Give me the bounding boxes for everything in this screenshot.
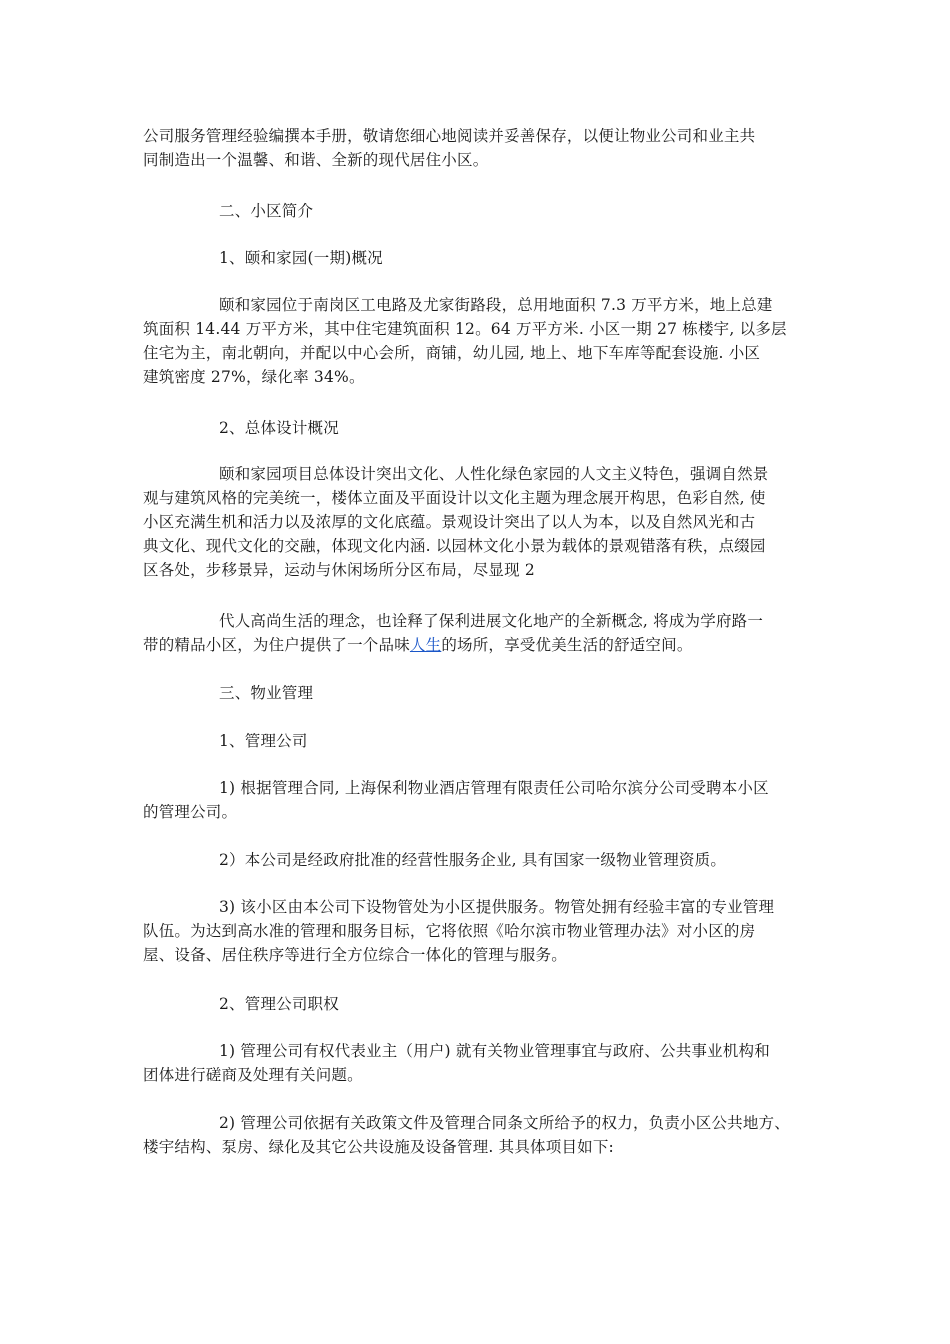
text-line: 典文化、现代文化的交融，体现文化内涵. 以园林文化小景为载体的景观错落有秩，点缀园 <box>143 537 766 555</box>
text-line: 区各处，步移景异，运动与休闲场所分区布局，尽显现 2 <box>143 561 535 579</box>
list-item <box>143 776 823 824</box>
text-segment: 的场所，享受优美生活的舒适空间。 <box>441 636 693 654</box>
text-line: 筑面积 14.44 万平方米，其中住宅建筑面积 12。64 万平方米. 小区一期 27 栋楼宇, 以多层 <box>143 320 787 338</box>
heading-text: 2、管理公司职权 <box>219 995 339 1013</box>
text-line: 1) 根据管理合同, 上海保利物业酒店管理有限责任公司哈尔滨分公司受聘本小区 <box>219 779 769 797</box>
text-line: 观与建筑风格的完美统一，楼体立面及平面设计以文化主题为理念展开构思，色彩自然, 使 <box>143 489 766 507</box>
text-line: 公司服务管理经验编撰本手册，敬请您细心地阅读并妥善保存，以便让物业公司和业主共 <box>143 127 756 145</box>
text-line <box>143 633 823 657</box>
life-link[interactable]: 人生 <box>409 636 442 654</box>
heading-text: 2、总体设计概况 <box>219 419 339 437</box>
overview-paragraph <box>143 293 823 389</box>
text-line: 代人高尚生活的理念，也诠释了保利进展文化地产的全新概念, 将成为学府路一 <box>219 612 764 630</box>
heading-text: 二、小区简介 <box>219 202 314 220</box>
text-line: 颐和家园位于南岗区工电路及尤家街路段，总用地面积 7.3 万平方米，地上总建 <box>219 296 773 314</box>
text-line: 2) 管理公司依据有关政策文件及管理合同条文所给予的权力，负责小区公共地方、 <box>219 1114 790 1132</box>
text-line: 的管理公司。 <box>143 803 238 821</box>
text-line: 2）本公司是经政府批准的经营性服务企业, 具有国家一级物业管理资质。 <box>219 851 727 869</box>
heading-text: 1、管理公司 <box>219 732 308 750</box>
text-segment: 带的精品小区，为住户提供了一个品味 <box>143 636 410 654</box>
heading-text: 三、物业管理 <box>219 684 314 702</box>
text-line: 楼宇结构、泵房、绿化及其它公共设施及设备管理. 其具体项目如下: <box>143 1138 614 1156</box>
list-item <box>143 1111 823 1159</box>
subsection-heading <box>219 992 899 1016</box>
list-item <box>143 895 823 967</box>
text-line: 小区充满生机和活力以及浓厚的文化底蕴。景观设计突出了以人为本，以及自然风光和古 <box>143 513 756 531</box>
design-paragraph <box>143 462 823 582</box>
text-line: 同制造出一个温馨、和谐、全新的现代居住小区。 <box>143 151 489 169</box>
list-item <box>143 1039 823 1087</box>
heading-text: 1、颐和家园(一期)概况 <box>219 249 383 267</box>
text-line: 团体进行磋商及处理有关问题。 <box>143 1066 363 1084</box>
text-line: 屋、设备、居住秩序等进行全方位综合一体化的管理与服务。 <box>143 946 567 964</box>
text-line: 3) 该小区由本公司下设物管处为小区提供服务。物管处拥有经验丰富的专业管理 <box>219 898 775 916</box>
subsection-heading <box>219 416 899 440</box>
intro-paragraph <box>143 124 823 172</box>
section-heading <box>219 681 899 705</box>
text-line: 队伍。为达到高水准的管理和服务目标，它将依照《哈尔滨市物业管理办法》对小区的房 <box>143 922 756 940</box>
continued-paragraph <box>143 609 823 657</box>
list-item <box>143 848 823 872</box>
text-line: 建筑密度 27%，绿化率 34%。 <box>143 368 365 386</box>
text-line: 颐和家园项目总体设计突出文化、人性化绿色家园的人文主义特色，强调自然景 <box>219 465 769 483</box>
text-line: 住宅为主，南北朝向，并配以中心会所，商铺，幼儿园, 地上、地下车库等配套设施. 小区 <box>143 344 761 362</box>
subsection-heading <box>219 246 899 270</box>
section-heading <box>219 199 899 223</box>
text-line: 1) 管理公司有权代表业主（用户) 就有关物业管理事宜与政府、公共事业机构和 <box>219 1042 770 1060</box>
subsection-heading <box>219 729 899 753</box>
